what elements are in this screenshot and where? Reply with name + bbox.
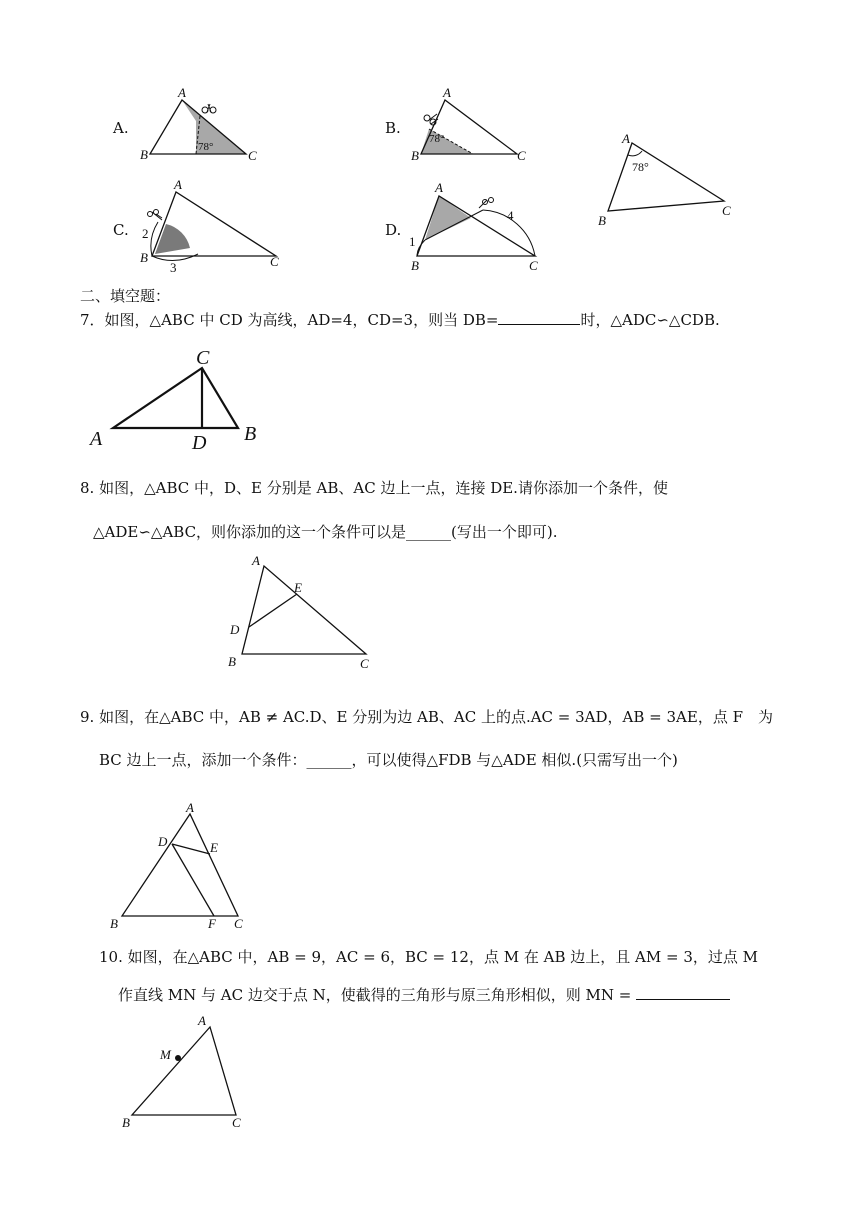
vertex-a-label: A: [443, 86, 451, 100]
point-m: [175, 1055, 181, 1061]
vertex-b-label: B: [228, 654, 236, 669]
question-10-line-2-text: 作直线 MN 与 AC 边交于点 N，使截得的三角形与原三角形相似，则 MN =: [118, 986, 632, 1004]
option-c-label[interactable]: C.: [113, 221, 129, 239]
answer-blank-10[interactable]: [636, 999, 730, 1000]
question-7-text: 7．如图，△ABC 中 CD 为高线，AD=4，CD=3，则当 DB=: [80, 311, 499, 329]
vertex-c-label: C: [232, 1115, 241, 1130]
triangle-abc: [132, 1027, 236, 1115]
vertex-c-label: C: [529, 258, 538, 273]
shaded-region: [425, 196, 471, 240]
vertex-d-label: D: [158, 834, 168, 849]
option-d-label[interactable]: D.: [385, 221, 402, 239]
segment-df: [172, 844, 214, 916]
option-b-label[interactable]: B.: [385, 119, 401, 137]
vertex-c-label: C: [360, 656, 369, 671]
vertex-e-label: E: [294, 580, 302, 595]
answer-blank-7[interactable]: [498, 324, 580, 325]
vertex-b-label: B: [244, 423, 257, 445]
q7-figure: [88, 340, 268, 455]
vertex-b-label: B: [122, 1115, 130, 1130]
vertex-b-label: B: [140, 147, 148, 162]
triangle-abc: [122, 814, 238, 916]
vertex-a-label: A: [252, 553, 260, 568]
section-heading: 二、填空题：: [80, 287, 171, 305]
segment-2-label: 2: [142, 226, 149, 241]
option-b-figure: [405, 86, 530, 166]
vertex-c-label: C: [196, 347, 210, 369]
vertex-a-label: A: [622, 131, 630, 146]
option-a-figure: [138, 86, 263, 166]
question-10-line-2: [118, 985, 730, 1005]
option-d-figure: [405, 178, 555, 273]
vertex-c-label: C: [270, 254, 279, 269]
question-8-line-2: △ADE∽△ABC，则你添加的这一个条件可以是______(写出一个即可).: [93, 523, 558, 541]
vertex-f-label: F: [208, 916, 216, 931]
vertex-b-label: B: [411, 258, 419, 273]
vertex-a-label: A: [90, 428, 103, 450]
triangle-abc: [113, 368, 238, 428]
option-a-label[interactable]: A.: [113, 119, 129, 137]
vertex-a-label: A: [435, 180, 443, 195]
vertex-b-label: B: [140, 250, 148, 265]
vertex-c-label: C: [517, 148, 526, 163]
q8-figure: [222, 550, 382, 675]
shaded-sector: [155, 224, 190, 254]
vertex-a-label: A: [178, 86, 186, 100]
scissors-icon: [202, 104, 216, 113]
angle-label: 78°: [429, 133, 445, 145]
vertex-b-label: B: [598, 213, 606, 228]
triangle-abc: [242, 566, 366, 654]
angle-label: 78°: [632, 160, 649, 174]
question-9-line-2: BC 边上一点，添加一个条件：______，可以使得△FDB 与△ADE 相似.(只需写出一个): [99, 751, 678, 769]
vertex-b-label: B: [411, 148, 419, 163]
question-8-line-1: 8. 如图，△ABC 中，D、E 分别是 AB、AC 边上一点，连接 DE.请你添加一个条件，使: [80, 479, 668, 497]
vertex-a-label: A: [174, 178, 182, 192]
scissors-icon: [148, 210, 163, 221]
segment-3-label: 3: [170, 260, 177, 273]
question-10-line-1: 10. 如图，在△ABC 中，AB = 9，AC = 6，BC = 12，点 M 在 AB 边上，且 AM = 3，过点 M: [99, 948, 758, 966]
vertex-b-label: B: [110, 916, 118, 931]
vertex-c-label: C: [234, 916, 243, 931]
question-7-tail: 时，△ADC∽△CDB.: [580, 311, 720, 329]
vertex-c-label: C: [722, 203, 731, 218]
question-7: [80, 310, 720, 330]
vertex-e-label: E: [210, 840, 218, 855]
triangle-abc: [608, 143, 724, 211]
question-9-line-1: 9. 如图，在△ABC 中，AB ≠ AC.D、E 分别为边 AB、AC 上的点.AC = 3AD，AB = 3AE，点 F 为: [80, 708, 773, 726]
vertex-d-label: D: [192, 432, 207, 454]
angle-label: 78°: [198, 141, 214, 153]
q9-figure: [108, 800, 258, 935]
reference-triangle-figure: [590, 125, 750, 235]
angle-arc: [628, 151, 642, 156]
segment-4-label: 4: [507, 208, 514, 223]
q10-figure: [116, 1015, 256, 1135]
scissors-icon: [479, 198, 494, 209]
option-c-figure: [138, 178, 288, 273]
vertex-a-label: A: [198, 1015, 206, 1028]
segment-1-label: 1: [409, 234, 416, 249]
vertex-m-label: M: [160, 1047, 171, 1062]
vertex-c-label: C: [248, 148, 257, 163]
vertex-d-label: D: [230, 622, 240, 637]
vertex-a-label: A: [186, 800, 194, 815]
